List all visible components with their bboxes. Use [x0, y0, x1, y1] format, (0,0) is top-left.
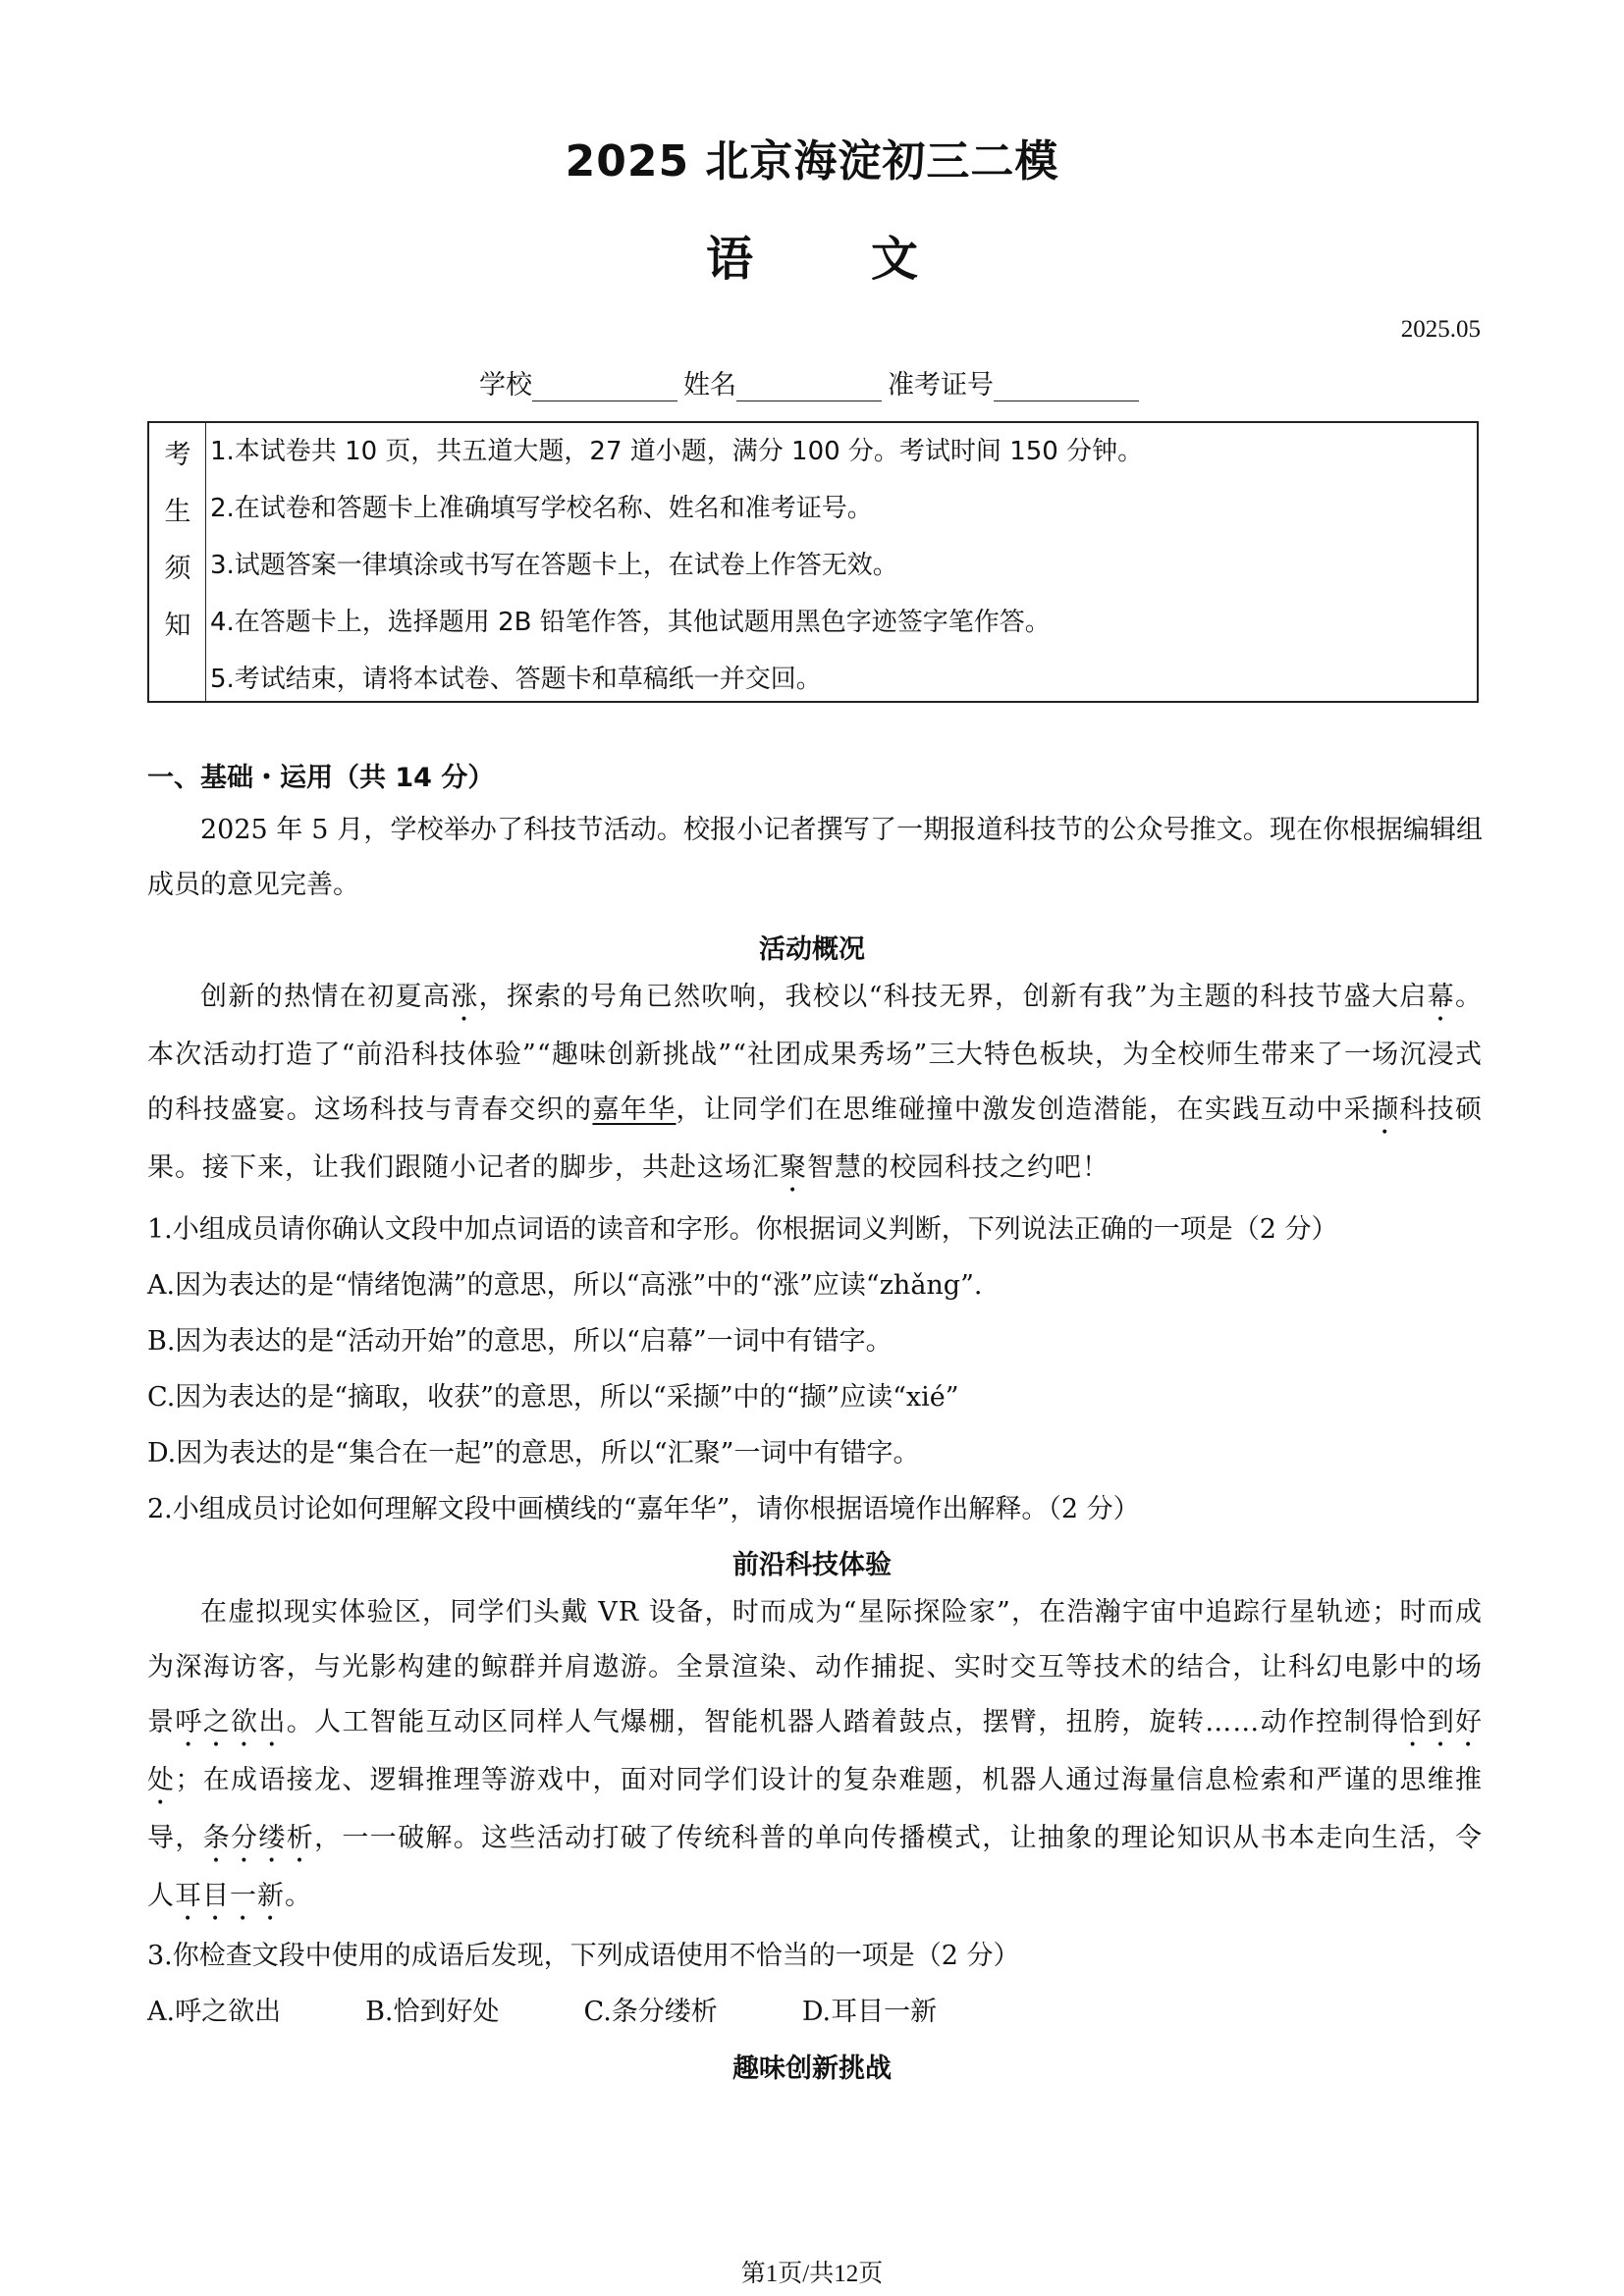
- subject-char-1: 语: [705, 232, 753, 287]
- dotted-idiom-2: 恰到好处: [147, 1707, 1484, 1795]
- notice-item: 3.试题答案一律填涂或书写在答题卡上，在试卷上作答无效。: [210, 551, 898, 580]
- exam-title: 2025 北京海淀初三二模: [565, 136, 1059, 187]
- notice-item: 5.考试结束，请将本试卷、答题卡和草稿纸一并交回。: [210, 665, 822, 694]
- id-blank[interactable]: [994, 373, 1139, 401]
- name-blank[interactable]: [736, 373, 882, 401]
- page-footer: 第1页/共12页: [740, 2261, 884, 2287]
- notice-item: 1.本试卷共 10 页，共五道大题，27 道小题，满分 100 分。考试时间 150 分钟。: [210, 437, 1144, 466]
- section-1-heading: 一、基础・运用（共 14 分）: [147, 763, 495, 793]
- notice-side-char: 生: [164, 497, 191, 527]
- dotted-word-ju: 聚: [780, 1152, 807, 1183]
- question-1-option-a: A.因为表达的是“情绪饱满”的意思，所以“高涨”中的“涨”应读“zhǎng”.: [147, 1270, 983, 1301]
- heading-fun-challenge: 趣味创新挑战: [732, 2054, 892, 2084]
- question-3-option-c: C.条分缕析: [583, 1997, 718, 2027]
- subject-char-2: 文: [871, 232, 919, 287]
- section-1-intro: 2025 年 5 月，学校举办了科技节活动。校报小记者撰写了一期报道科技节的公众号推文。现在你根据编辑组成员的意见完善。: [147, 815, 1483, 900]
- heading-overview: 活动概况: [759, 934, 865, 965]
- candidate-fields: [0, 363, 1624, 401]
- dotted-idiom-3: 条分缕析: [202, 1823, 315, 1853]
- question-1-option-d: D.因为表达的是“集合在一起”的意思，所以“汇聚”一词中有错字。: [147, 1438, 920, 1468]
- dotted-idiom-4: 耳目一新: [175, 1881, 285, 1911]
- question-3-option-b: B.恰到好处: [365, 1997, 500, 2027]
- overview-paragraph: 创新的热情在初夏高涨，探索的号角已然吹响，我校以“科技无界，创新有我”为主题的科技节盛大启幕。本次活动打造了“前沿科技体验”“趣味创新挑战”“社团成果秀场”三大特色板块，为全校师生带来了一场沉浸式的科技盛宴。这场科技与青春交织的嘉年华，让同学们在思维碰撞中激发创造潜能，在实践互动中采撷科技硕果。接下来，让我们跟随小记者的脚步，共赴这场汇聚智慧的校园科技之约吧！: [147, 982, 1484, 1183]
- question-3-option-d: D.耳目一新: [801, 1997, 938, 2027]
- notice-item: 4.在答题卡上，选择题用 2B 铅笔作答，其他试题用黑色字迹签字笔作答。: [210, 608, 1051, 637]
- id-label: 准考证号: [888, 370, 994, 400]
- notice-box: [147, 421, 1479, 703]
- dotted-word-zhang: 涨: [451, 982, 479, 1012]
- exam-date: 2025.05: [1400, 316, 1481, 343]
- question-3-option-a: A.呼之欲出: [147, 1997, 282, 2027]
- dotted-word-xie: 撷: [1372, 1095, 1400, 1125]
- question-1-option-b: B.因为表达的是“活动开始”的意思，所以“启幕”一词中有错字。: [147, 1326, 893, 1357]
- underlined-word-jianianhua: 嘉年华: [592, 1095, 677, 1125]
- frontier-paragraph: 在虚拟现实体验区，同学们头戴 VR 设备，时而成为“星际探险家”，在浩瀚宇宙中追踪行星轨迹；时而成为深海访客，与光影构建的鲸群并肩遨游。全景渲染、动作捕捉、实时交互等技术的结合，让科幻电影中的场景呼之欲出。人工智能互动区同样人气爆棚，智能机器人踏着鼓点，摆臂，扭胯，旋转……动作控制得恰到好处；在成语接龙、逻辑推理等游戏中，面对同学们设计的复杂难题，机器人通过海量信息检索和严谨的思维推导，条分缕析，一一破解。这些活动打破了传统科普的单向传播模式，让抽象的理论知识从书本走向生活，令人耳目一新。: [147, 1597, 1484, 1911]
- name-label: 姓名: [683, 370, 736, 400]
- subject-title: [0, 221, 1624, 289]
- notice-side: [149, 423, 206, 701]
- notice-side-char: 须: [164, 554, 191, 584]
- notice-side-char: 知: [164, 611, 191, 641]
- question-1-stem: 1.小组成员请你确认文段中加点词语的读音和字形。你根据词义判断，下列说法正确的一项是（2 分）: [147, 1214, 1338, 1245]
- question-3-options: [147, 1990, 1021, 2028]
- dotted-word-mu: 幕: [1427, 982, 1456, 1012]
- school-blank[interactable]: [532, 373, 677, 401]
- question-2-stem: 2.小组成员讨论如何理解文段中画横线的“嘉年华”，请你根据语境作出解释。（2 分）: [147, 1494, 1140, 1524]
- question-3-stem: 3.你检查文段中使用的成语后发现，下列成语使用不恰当的一项是（2 分）: [147, 1941, 1020, 1971]
- question-1-option-c: C.因为表达的是“摘取，收获”的意思，所以“采撷”中的“撷”应读“xié”: [147, 1382, 959, 1413]
- notice-item: 2.在试卷和答题卡上准确填写学校名称、姓名和准考证号。: [210, 494, 873, 523]
- dotted-idiom-1: 呼之欲出: [175, 1707, 287, 1737]
- notice-side-char: 考: [164, 440, 191, 470]
- school-label: 学校: [479, 370, 532, 400]
- heading-frontier: 前沿科技体验: [732, 1550, 892, 1580]
